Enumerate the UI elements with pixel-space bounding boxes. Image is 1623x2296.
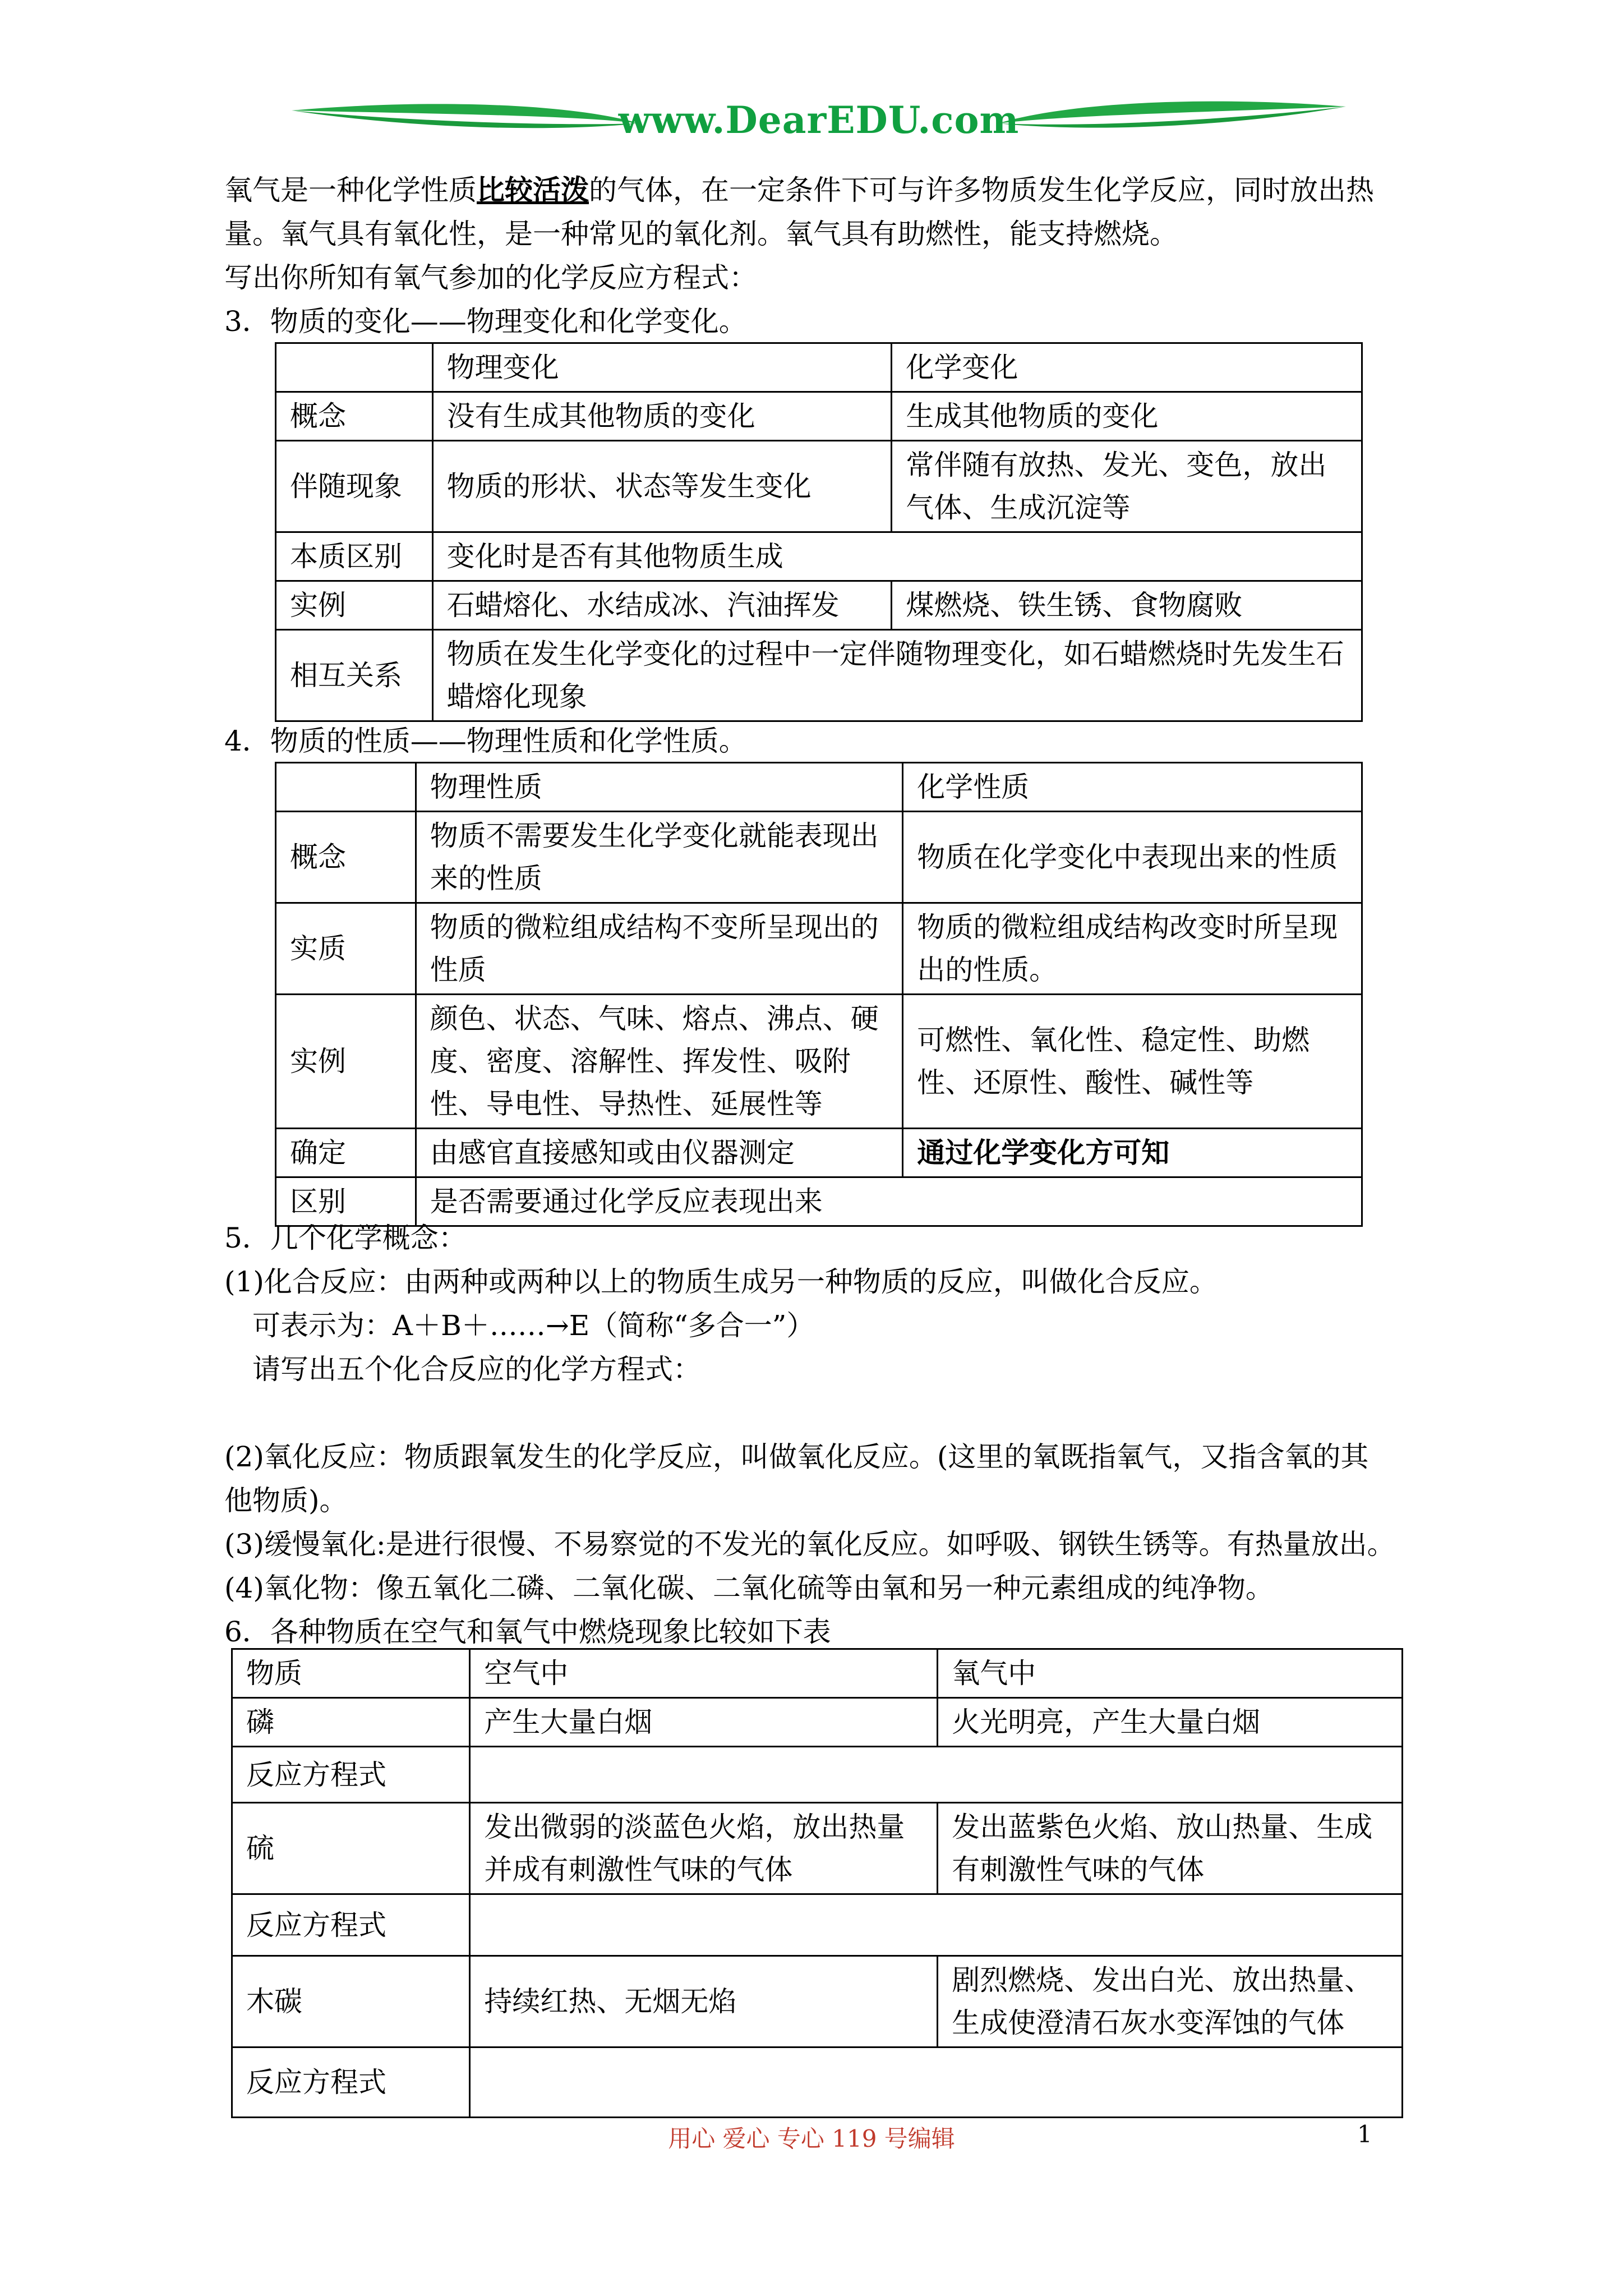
table-row (276, 441, 1362, 532)
table-cell: 常伴随有放热、发光、变色，放出气体、生成沉淀等 (892, 441, 1362, 532)
table-cell: 剧烈燃烧、发出白光、放出热量、生成使澄清石灰水变浑蚀的气体 (938, 1956, 1403, 2047)
equation-blank[interactable] (470, 1894, 1403, 1956)
table-cell: 生成其他物质的变化 (892, 392, 1362, 441)
concept-oxidation-1: (2)氧化反应：物质跟氧发生的化学反应，叫做氧化反应。(这里的氧既指氧气，又指含氧的其 (224, 1441, 1369, 1473)
table-cell: 产生大量白烟 (470, 1698, 938, 1747)
section-3-heading: 3．物质的变化——物理变化和化学变化。 (224, 305, 747, 338)
table-cell: 没有生成其他物质的变化 (432, 392, 892, 441)
row-label: 反应方程式 (232, 1747, 470, 1803)
keyword-active: 比较活泼 (477, 173, 589, 206)
combustion-table (231, 1648, 1403, 2118)
table-cell: 持续红热、无烟无焰 (470, 1956, 938, 2047)
row-label: 概念 (276, 392, 433, 441)
table-row (232, 1894, 1403, 1956)
table-row (276, 903, 1362, 995)
table-header-row (276, 763, 1362, 812)
table-row (276, 581, 1362, 630)
table-cell: 石蜡熔化、水结成冰、汽油挥发 (432, 581, 892, 630)
table-cell: 发出微弱的淡蓝色火焰，放出热量并成有刺激性气味的气体 (470, 1803, 938, 1894)
table-row (232, 1956, 1403, 2047)
table-cell: 可燃性、氧化性、稳定性、助燃性、还原性、酸性、碱性等 (903, 995, 1362, 1129)
concept-combination-expr: 可表示为：A＋B＋……→E（简称“多合一”） (252, 1309, 815, 1342)
intro-line-2: 量。氧气具有氧化性，是一种常见的氧化剂。氧气具有助燃性，能支持燃烧。 (224, 218, 1178, 250)
concept-oxidation-2: 他物质)。 (224, 1484, 348, 1517)
change-table (275, 342, 1363, 722)
table-cell: 颜色、状态、气味、熔点、沸点、硬度、密度、溶解性、挥发性、吸附性、导电性、导热性、延展性等 (416, 995, 903, 1129)
table-cell (276, 343, 433, 392)
table-cell: 通过化学变化方可知 (903, 1129, 1362, 1177)
row-label: 实质 (276, 903, 416, 995)
table-header-cell: 物理性质 (416, 763, 903, 812)
concept-combination-ask: 请写出五个化合反应的化学方程式： (252, 1353, 701, 1386)
property-table (275, 762, 1363, 1227)
table-header-cell: 化学性质 (903, 763, 1362, 812)
intro-line-1: 氧气是一种化学性质比较活泼的气体，在一定条件下可与许多物质发生化学反应，同时放出热 (224, 173, 1374, 206)
section-5-heading: 5．几个化学概念： (224, 1222, 467, 1254)
site-url: www.DearEDU.com (618, 98, 1020, 142)
table-cell: 物质的微粒组成结构改变时所呈现出的性质。 (903, 903, 1362, 995)
table-cell: 由感官直接感知或由仪器测定 (416, 1129, 903, 1177)
table-header-cell: 物质 (232, 1649, 470, 1698)
section-6-heading: 6．各种物质在空气和氧气中燃烧现象比较如下表 (224, 1616, 831, 1648)
row-label: 木碳 (232, 1956, 470, 2047)
concept-combination: (1)化合反应：由两种或两种以上的物质生成另一种物质的反应，叫做化合反应。 (224, 1266, 1218, 1298)
table-header-cell: 物理变化 (432, 343, 892, 392)
table-cell: 煤燃烧、铁生锈、食物腐败 (892, 581, 1362, 630)
row-label: 硫 (232, 1803, 470, 1894)
row-label: 反应方程式 (232, 1894, 470, 1956)
table-header-row (232, 1649, 1403, 1698)
intro-line-3: 写出你所知有氧气参加的化学反应方程式： (224, 261, 757, 294)
site-banner (292, 93, 1346, 154)
table-cell: 发出蓝紫色火焰、放山热量、生成有刺激性气味的气体 (938, 1803, 1403, 1894)
table-row (276, 995, 1362, 1129)
table-row (276, 630, 1362, 721)
table-row (232, 1747, 1403, 1803)
equation-blank[interactable] (470, 2047, 1403, 2118)
table-cell: 物质的微粒组成结构不变所呈现出的性质 (416, 903, 903, 995)
row-label: 区别 (276, 1177, 416, 1226)
table-cell-merged: 是否需要通过化学反应表现出来 (416, 1177, 1362, 1226)
row-label: 本质区别 (276, 532, 433, 581)
page-number: 1 (1357, 2120, 1372, 2148)
table-header-cell: 空气中 (470, 1649, 938, 1698)
table-cell-merged: 物质在发生化学变化的过程中一定伴随物理变化，如石蜡燃烧时先发生石蜡熔化现象 (432, 630, 1362, 721)
table-row (276, 532, 1362, 581)
row-label: 确定 (276, 1129, 416, 1177)
row-label: 反应方程式 (232, 2047, 470, 2118)
table-row (276, 392, 1362, 441)
table-row (276, 1129, 1362, 1177)
table-cell-merged: 变化时是否有其他物质生成 (432, 532, 1362, 581)
table-cell: 物质不需要发生化学变化就能表现出来的性质 (416, 812, 903, 903)
row-label: 磷 (232, 1698, 470, 1747)
table-cell: 物质在化学变化中表现出来的性质 (903, 812, 1362, 903)
table-header-row (276, 343, 1362, 392)
footer-text: 用心 爱心 专心 119 号编辑 (668, 2125, 955, 2152)
row-label: 伴随现象 (276, 441, 433, 532)
row-label: 相互关系 (276, 630, 433, 721)
concept-oxide: (4)氧化物：像五氧化二磷、二氧化碳、二氧化硫等由氧和另一种元素组成的纯净物。 (224, 1572, 1274, 1604)
concept-slow-oxidation: (3)缓慢氧化:是进行很慢、不易察觉的不发光的氧化反应。如呼吸、钢铁生锈等。有热量放出。 (224, 1528, 1395, 1561)
table-cell (276, 763, 416, 812)
table-cell: 火光明亮，产生大量白烟 (938, 1698, 1403, 1747)
table-header-cell: 氧气中 (938, 1649, 1403, 1698)
equation-blank[interactable] (470, 1747, 1403, 1803)
table-header-cell: 化学变化 (892, 343, 1362, 392)
section-4-heading: 4．物质的性质——物理性质和化学性质。 (224, 725, 747, 757)
table-row (232, 2047, 1403, 2118)
table-cell: 物质的形状、状态等发生变化 (432, 441, 892, 532)
table-row (232, 1803, 1403, 1894)
row-label: 概念 (276, 812, 416, 903)
row-label: 实例 (276, 995, 416, 1129)
table-row (232, 1698, 1403, 1747)
table-row (276, 812, 1362, 903)
row-label: 实例 (276, 581, 433, 630)
